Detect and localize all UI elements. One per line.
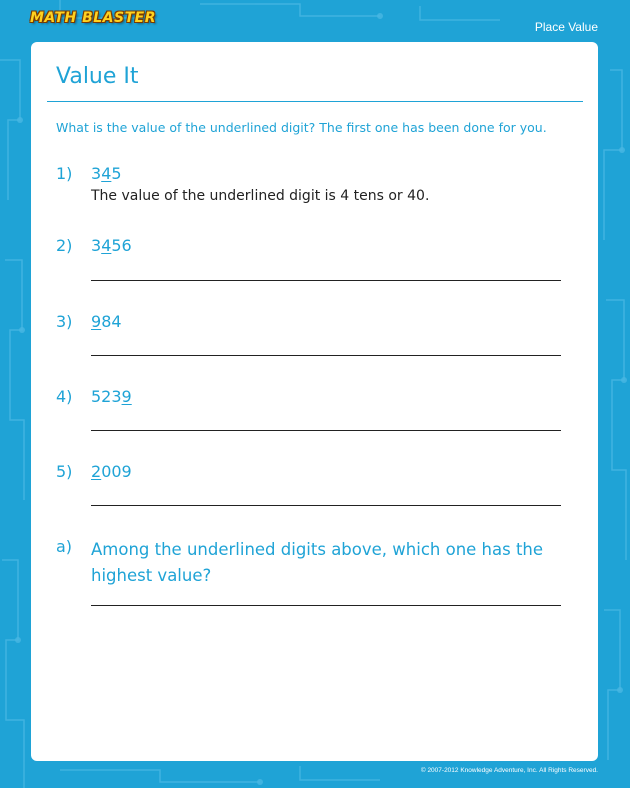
question-2-text: 3456 (91, 236, 132, 255)
worksheet-title: Value It (56, 64, 139, 89)
question-4-text: 5239 (91, 387, 132, 406)
question-2-number: 2) (56, 236, 73, 255)
topic-label: Place Value (534, 20, 598, 34)
underlined-digit: 9 (121, 387, 132, 406)
question-4-number: 4) (56, 387, 73, 406)
bonus-question-text: Among the underlined digits above, which one has the highest value? (91, 540, 544, 585)
math-blaster-logo: MATH BLASTER (30, 10, 156, 26)
question-3-answer-line[interactable] (91, 355, 561, 356)
copyright-notice: © 2007-2012 Knowledge Adventure, Inc. All Rights Reserved. (420, 767, 598, 774)
title-divider (47, 101, 583, 102)
underlined-digit: 4 (101, 236, 112, 255)
question-5-number: 5) (56, 462, 73, 481)
underlined-digit: 9 (91, 312, 102, 331)
question-1-number: 1) (56, 164, 73, 183)
question-4-answer-line[interactable] (91, 430, 561, 431)
underlined-digit: 2 (91, 462, 102, 481)
bonus-answer-line[interactable] (91, 605, 561, 606)
question-1-answer: The value of the underlined digit is 4 tens or 40. (91, 188, 430, 204)
question-2-answer-line[interactable] (91, 280, 561, 281)
question-3-number: 3) (56, 312, 73, 331)
question-5-text: 2009 (91, 462, 132, 481)
instructions: What is the value of the underlined digit? The first one has been done for you. (56, 120, 547, 135)
underlined-digit: 4 (101, 164, 112, 183)
bonus-question-number: a) (56, 537, 73, 556)
worksheet-card (31, 42, 598, 761)
question-1-text: 345 (91, 164, 122, 183)
question-5-answer-line[interactable] (91, 505, 561, 506)
question-3-text: 984 (91, 312, 122, 331)
